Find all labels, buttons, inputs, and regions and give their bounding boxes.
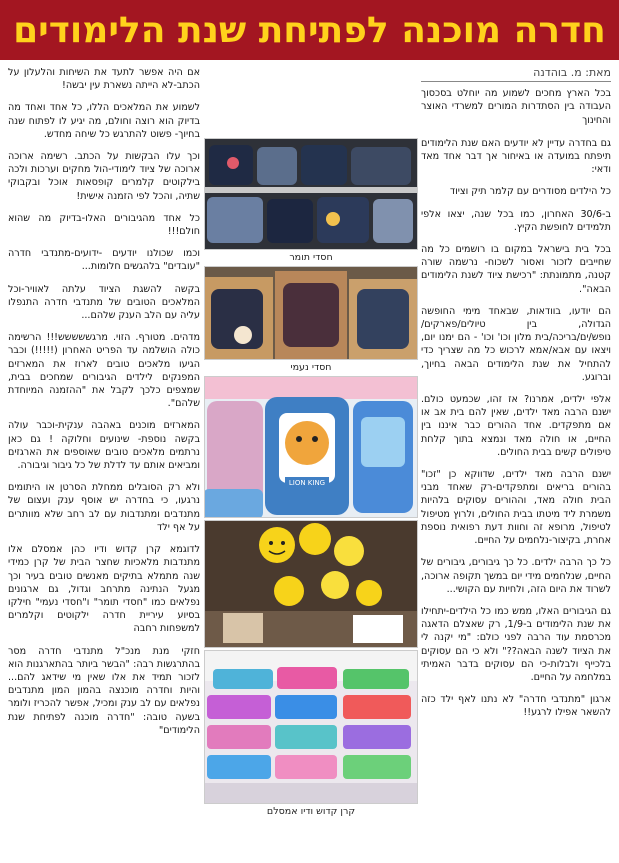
- paragraph: בקשה להשגת הציוד עלתה לאוויר-וכל המלאכים הטובים של מתנדבי חדרה התנפלו עליה עם הלב הענק שלהם...: [8, 283, 200, 322]
- paragraph: ולא רק הסובלים ממחלת הסרטן או היתומים נרגעו, כי בחדרה יש אוסף ענק ועצום של מתנדבים ומתנדבות עם לב רחב שלא מוותרים על אף ילד: [8, 482, 200, 533]
- paragraph: גם בחדרה עדיין לא יודעים האם שנת הלימודים תיפתח במועדה או באיחור אך דבר אחד מאד ודאי:: [421, 137, 611, 176]
- article-column-left: [8, 66, 200, 859]
- photo-pencil-cases: [204, 138, 418, 250]
- paragraph: ארגון "מתנדבי חדרה" לא נתנו לאף ילד כזה להשאר אפילו לרגע!!: [421, 694, 611, 719]
- photo-backpack-boxes: [204, 266, 418, 360]
- photo-caption: קרן קדוש ודיו אמסלם: [204, 804, 418, 820]
- headline-banner: [0, 0, 619, 60]
- paragraph: בכל בית בישראל במקום בו רושמים כל מה שחייבים לזכור ואסור לשכוח- נרשמה שורה קטנה, מתמונתת: "רכישת ציוד לשנת הלימודים הבאה".: [421, 244, 611, 295]
- lead-paragraph: בכל הארץ מחכים לשמוע מה יוחלט בסכסוך העבודה בין הסתדרות המורים למשרדי האוצר והחינוך: [421, 88, 611, 126]
- paragraph: הם יודעו, בוודאות, שבאחד מימי החופשה הגדולה, בין טיולים/פארקים/ נופש/ים/בריכה/בית מלון וכו' וכו' - הם ימנו יום, ויצאו עם אבא/אמא לרכוש כל מה שצריך כדי להתחיל את שנת הלימודים הבאה בחיוך, וברוגע.: [421, 305, 611, 383]
- photo-balloons: [204, 520, 418, 648]
- photo-pencil-cases-table: [204, 650, 418, 804]
- backpack-badge-text: LION KING: [288, 479, 326, 487]
- paragraph: כל כך הרבה ילדים. כל כך גיבורים, גיבורים של החיים, שנלחמים מידי יום במשך תקופה ארוכה, לשרוד את היום הזה, ולחיות עם הקושי...: [421, 557, 611, 595]
- paragraph: ישנם הרבה מאד ילדים, שדווקא כן "זכו" בהורים בריאים ומתפקדים-רק שאחד מבני הבית חולה מאד, וההורים עסוקים בלהיות משמרת ליד מיטתו בבית החולים, ולרוץ מטיפול לטיפול, מרופא זה וחוות דעת רפואית נוספת אחרת, בקיצור-נלחמים על החיים.: [421, 469, 611, 547]
- paragraph: כל הילדים מסודרים עם קלמר תיק וציוד: [449, 186, 611, 198]
- paragraph: כל אחד מהגיבורים האלו-בדיוק מה שהוא חולם!!!: [8, 212, 200, 238]
- headline: חדרה מוכנה לפתיחת שנת הלימודים: [13, 9, 606, 51]
- photo-column: [204, 138, 418, 822]
- byline: מאת: מ. בוהדנה: [421, 66, 611, 82]
- photo-caption: חסדי תומר: [204, 250, 418, 266]
- paragraph: אלפי ילדים, אמרנו? אז זהו, שכמעט כולם. ישנם הרבה מאד ילדים, שאין להם בית אב או אם מתפקדים. אחד ההורים כבר איננו בין החיים, או חולה מאד ונמצא בתוך קלחת טיפולים קשים בבית החולים.: [421, 394, 611, 458]
- paragraph: גם הגיבורים האלו, ממש כמו כל הילדים-יתחילו את שנת הלימודים ב-1/9, רק שאצלם הדאגה מכרסמת עוד הרבה לפני כולם: "מי יקנה לי את הציוד לשנה הבאה??" ולא כי הם עסוקים בלכייף ולבלות-כי הם עסוקים בדבר האמיתי במלחמה על החיים.: [421, 605, 611, 683]
- paragraph: לדוגמא קרן קדוש ודיו כהן אמסלם אלו מתנדבות מלאכיות שחצר הבית של קרן כמידי שנה מתמלא בתיקים מאנשים טובים בעיר וכך מגעל הנתינה מתרחב וגדול, גם ארגונים נפלאים כמו "חסדי תומר" ו"חסדי נעמי" חילקו בסיוע עיריית חדרה ילקוטים וקלמרים למשפחות רחבה: [8, 544, 200, 635]
- paragraph: אם היה אפשר לתעד את השיחות והלעלון על הכתב-לא הייתה נשארת עין יבשה!: [8, 67, 200, 92]
- paragraph: המארזים מוכנים באהבה ענקית-וכבר עולה בקשה נוספת- שינועים וחלוקה ! גם כאן נרתמים מלאכים טובים שאוספים את הארגזים ומביאים אותם עד לדלת של כל גיבור וגיבורה.: [8, 420, 200, 472]
- paragraph: וכמו שכולנו יודעים -ידועים-מתנדבי חדרה "עובדים" בלהגשים חלומות...: [8, 248, 200, 273]
- photo-caption: חסדי נעמי: [204, 360, 418, 376]
- article-column-right: [421, 66, 611, 859]
- paragraph: מדהים. מטורף. הזוי. מרגששששש!!! הרשימה כולה הושלמה עד הפריט האחרון (!!!!!) וכבר הגיעו מלאכים טובים לארוז את המארזים המפנקים לילדים הגיבורים שמחכים בבית, שמצפים כלכך לקבל את "ההזמנה המיוחדת שלהם".: [8, 332, 200, 410]
- paragraph: חזקי מנת מנכ"ל מתנדבי חדרה מסר בהתרגשות רבה: "הבשר ביותר בהתארגנות הוא לזכור תמיד את אלו שאין מי שידאג להם... והיות וחדרה מוכנצה בהמון המון מתנדבים נפלאים עם לב ענק ומכיל, אפשר להכריז ולומר בשעה טובה: "חדרה מוכנה לפתיחת שנת הלימודים": [8, 645, 200, 736]
- paragraph: לשמוע את המלאכים הללו, כל אחד ואחד מה בדיוק הוא רוצה וחולם, מה יגיע לו לפתוח שנה בחיוך- פשוט להתרגש כל שיחה מחדש.: [8, 102, 200, 140]
- photo-kids-backpacks: [204, 376, 418, 518]
- paragraph: ב-30/6 האחרון, כמו בכל שנה, יצאו אלפי תלמידים לחופשת הקיץ.: [421, 208, 611, 233]
- paragraph: וכך עלו הבקשות על הכתב. רשימה ארוכה ארוכה של ציוד לימודי-הול מחקים וערכות ולכה בילקוטים קלמרים קופסאות אוכל ובקבוקי שתיה, והכל לפי הזמנה אישית!: [8, 151, 200, 202]
